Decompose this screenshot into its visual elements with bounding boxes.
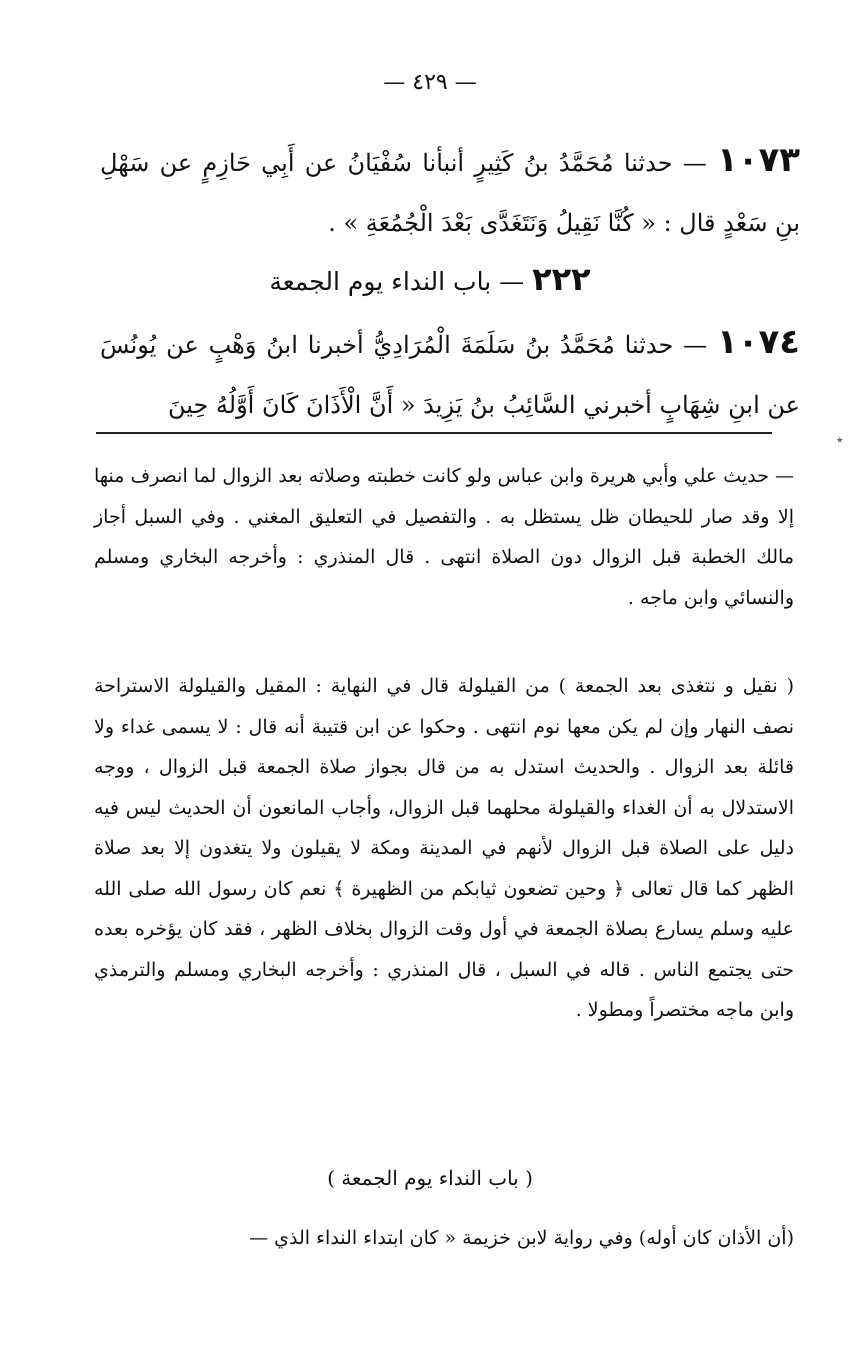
- commentary-paragraph: — حديث علي وأبي هريرة وابن عباس ولو كانت خطبته وصلاته بعد الزوال لما انصرف منها إلا وقد صار للحيطان ظل يستظل به . والتفصيل في التعليق المغني . وفي السبل أجاز مالك الخطبة قبل الزوال دون الصلاة انتهى . قال المنذري : وأخرجه البخاري ومسلم والنسائي وابن ماجه .: [94, 465, 795, 609]
- commentary-paragraph: ( نقيل و نتغذى بعد الجمعة ) من القيلولة قال في النهاية : المقيل والقيلولة الاستراحة نصف النهار وإن لم يكن معها نوم انتهى . وحكوا عن ابن قتيبة أنه قال : لا يسمى غداء ولا قائلة بعد الزوال . والحديث استدل به من قال بجواز صلاة الجمعة قبل الزوال ، ووجه الاستدلال به أن الغداء والقيلولة محلهما قبل الزوال، وأجاب المانعون أن الحديث ليس فيه دليل على الصلاة قبل الزوال لأنهم في المدينة ومكة لا يقيلون ولا يتغدون إلا بعد صلاة الظهر كما قال تعالى ﴿ وحين تضعون ثيابكم من الظهيرة ﴾ نعم كان رسول الله صلى الله عليه وسلم يسارع بصلاة الجمعة في أول وقت الزوال بخلاف الظهر ، فقد كان يؤخره بعده حتى يجتمع الناس . قاله في السبل ، قال المنذري : وأخرجه البخاري ومسلم والترمذي وابن ماجه مختصراً ومطولا .: [94, 675, 794, 1021]
- hadith-number: ١٠٧٣: [716, 140, 800, 180]
- chapter-heading: [0, 260, 860, 298]
- hadith-number: ١٠٧٤: [716, 322, 800, 362]
- commentary-sub-heading: ( باب النداء يوم الجمعة ): [327, 1166, 533, 1190]
- footnote-divider: [96, 432, 772, 434]
- hadith-1073: [100, 130, 800, 253]
- chapter-number: ٢٢٢: [532, 260, 591, 298]
- margin-mark: ٭: [836, 432, 844, 448]
- page-number: — ٤٢٩ —: [383, 70, 477, 95]
- chapter-title: — باب النداء يوم الجمعة: [269, 267, 525, 296]
- hadith-text: — حدثنا مُحَمَّدُ بنُ سَلَمَةَ الْمُرَادِيُّ أخبرنا ابنُ وَهْبٍ عن يُونُسَ عن ابنِ شِهَابٍ أخبرني السَّائِبُ بنُ يَزِيدَ « أَنَّ الْأَذَانَ كَانَ أَوَّلُهُ حِينَ: [100, 331, 800, 419]
- commentary-last-line: (أن الأذان كان أوله) وفي رواية لابن خزيمة « كان ابتداء النداء الذي —: [249, 1227, 794, 1249]
- commentary-block: [94, 666, 794, 1031]
- commentary-block: [94, 456, 794, 618]
- hadith-1074: [100, 312, 800, 435]
- hadith-text: — حدثنا مُحَمَّدُ بنُ كَثِيرٍ أنبأنا سُفْيَانُ عن أَبِي حَازِمٍ عن سَهْلِ بنِ سَعْدٍ قال : « كُنَّا نَقِيلُ وَنَتَغَدَّى بَعْدَ الْجُمُعَةِ » .: [100, 149, 800, 237]
